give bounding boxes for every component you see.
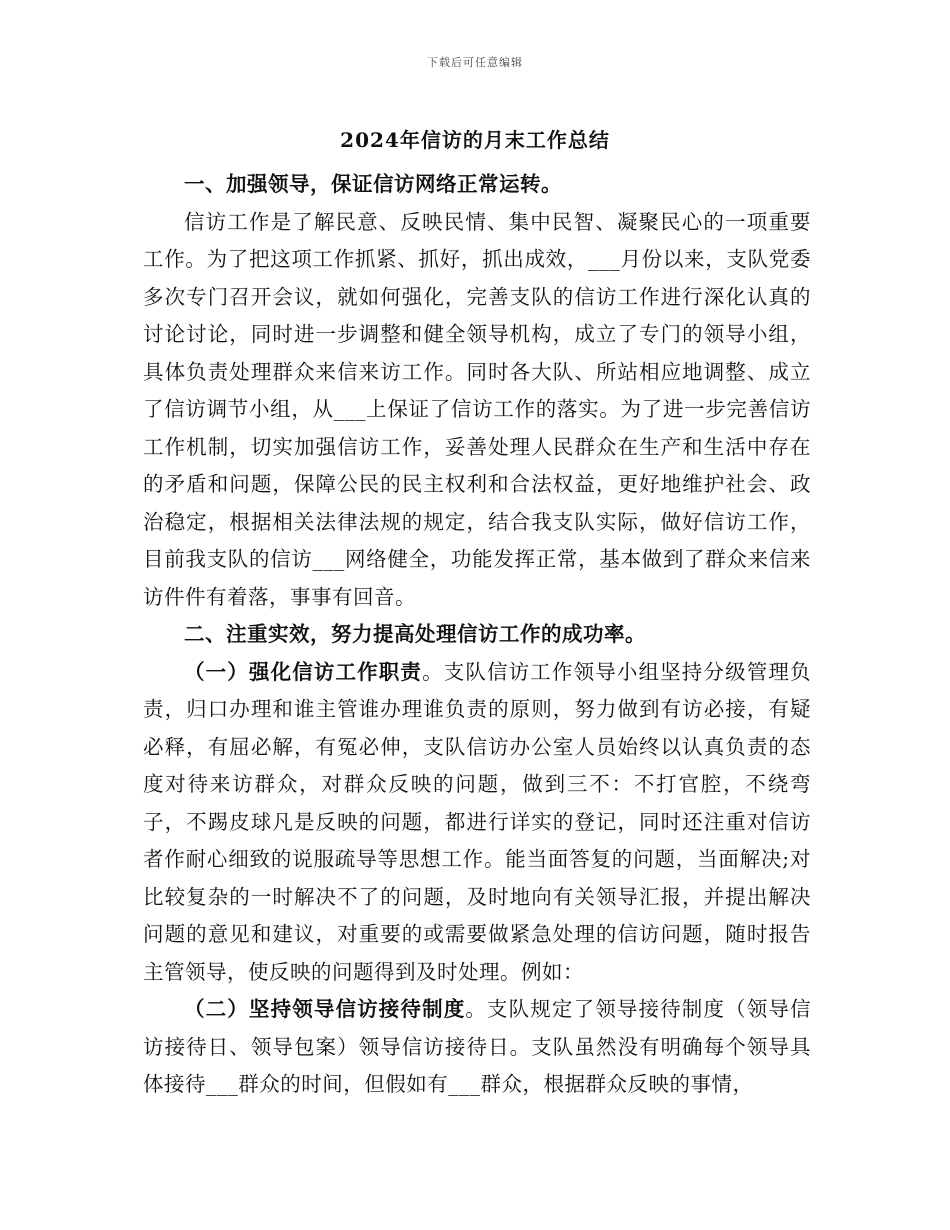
document-title: 2024年信访的月末工作总结 — [340, 128, 610, 152]
subsection-1-text: 。支队信访工作领导小组坚持分级管理负责，归口办理和谁主管谁办理谁负责的原则，努力做到有访必接，有疑必释，有屈必解，有冤必伸，支队信访办公室人员始终以认真负责的态度对待来访群众，对群众反映的问题，做到三不：不打官腔，不绕弯子，不踢皮球凡是反映的问题，都进行详实的登记，同时还注重对信访者作耐心细致的说服疏导等思想工作。能当面答复的问题，当面解决;对比较复杂的一时解决不了的问题，及时地向有关领导汇报，并提出解决问题的意见和建议，对重要的或需要做紧急处理的信访问题，随时报告主管领导，使反映的问题得到及时处理。例如： — [143, 659, 812, 984]
section-1-paragraph: 信访工作是了解民意、反映民情、集中民智、凝聚民心的一项重要工作。为了把这项工作抓紧、抓好，抓出成效，___月份以来，支队党委多次专门召开会议，就如何强化，完善支队的信访工作进行深化认真的讨论讨论，同时进一步调整和健全领导机构，成立了专门的领导小组，具体负责处理群众来信来访工作。同时各大队、所站相应地调整、成立了信访调节小组，从___上保证了信访工作的落实。为了进一步完善信访工作机制，切实加强信访工作，妥善处理人民群众在生产和生活中存在的矛盾和问题，保障公民的民主权利和合法权益，更好地维护社会、政治稳定，根据相关法律法规的规定，结合我支队实际，做好信访工作，目前我支队的信访___网络健全，功能发挥正常，基本做到了群众来信来访件件有着落，事事有回音。 — [143, 209, 811, 609]
header-note: 下载后可任意编辑 — [427, 56, 523, 69]
subsection-1-paragraph — [143, 654, 811, 992]
subsection-2-text: 。支队规定了领导接待制度（领导信访接待日、领导包案）领导信访接待日。支队虽然没有明确每个领导具体接待___群众的时间，但假如有___群众，根据群众反映的事情， — [143, 997, 812, 1096]
subsection-2-paragraph — [143, 991, 811, 1104]
section-2-heading: 二、注重实效，努力提高处理信访工作的成功率。 — [184, 622, 646, 646]
section-1-heading: 一、加强领导，保证信访网络正常运转。 — [184, 172, 562, 196]
document-body — [143, 166, 811, 1104]
subsection-2-label: （二）坚持领导信访接待制度 — [184, 997, 466, 1021]
subsection-1-label: （一）强化信访工作职责 — [184, 659, 423, 684]
